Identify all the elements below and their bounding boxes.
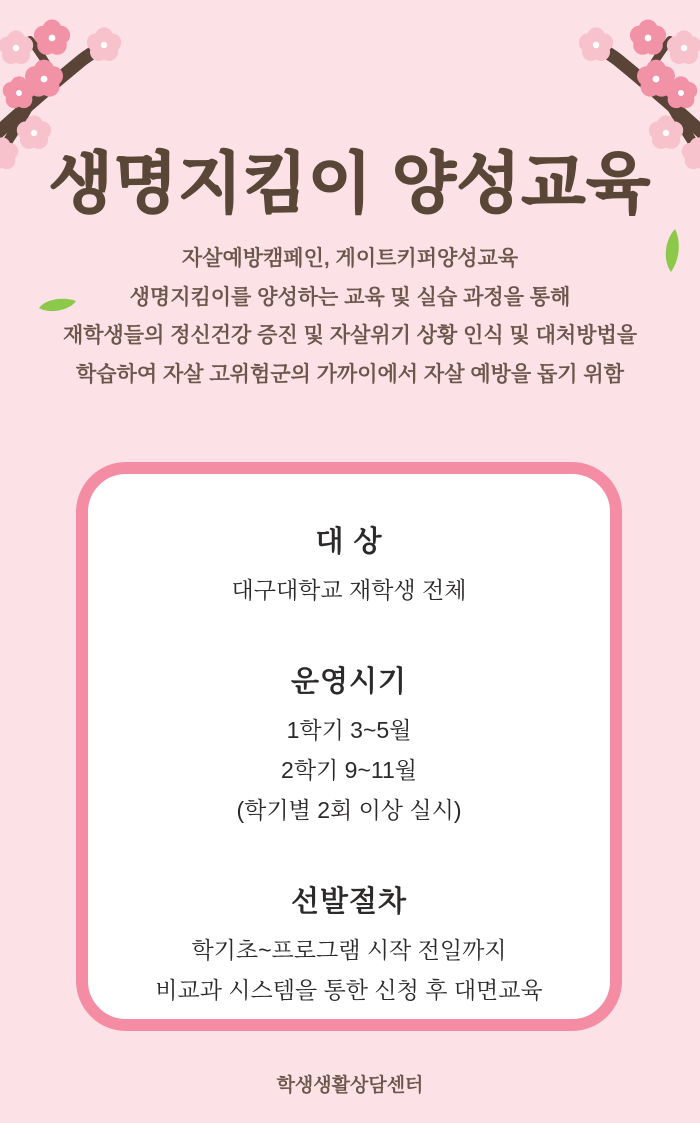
section-line: 2학기 9~11월: [281, 757, 417, 783]
intro-line: 학습하여 자살 고위험군의 가까이에서 자살 예방을 돕기 위함: [76, 362, 624, 386]
section-target: [88, 524, 610, 610]
info-card: [76, 462, 622, 1031]
section-line: 1학기 3~5월: [286, 717, 412, 743]
section-line: (학기별 2회 이상 실시): [236, 797, 462, 823]
section-line: 학기초~프로그램 시작 전일까지: [191, 937, 507, 963]
section-heading: 운영시기: [290, 666, 408, 698]
section-heading: 대 상: [315, 526, 383, 558]
footer-org-name: 학생생활상담센터: [276, 1075, 424, 1096]
intro-text: [0, 240, 700, 394]
section-line: 대구대학교 재학생 전체: [231, 577, 467, 603]
intro-line: 생명지킴이를 양성하는 교육 및 실습 과정을 통해: [129, 285, 571, 309]
intro-line: 자살예방캠페인, 게이트키퍼양성교육: [181, 247, 519, 270]
poster-title: 생명지킴이 양성교육: [48, 146, 652, 221]
section-selection-process: [88, 884, 610, 1010]
section-line: 비교과 시스템을 통한 신청 후 대면교육: [155, 977, 543, 1003]
intro-line: 재학생들의 정신건강 증진 및 자살위기 상황 인식 및 대처방법을: [62, 324, 638, 347]
section-heading: 선발절차: [290, 886, 408, 918]
section-schedule: [88, 664, 610, 830]
